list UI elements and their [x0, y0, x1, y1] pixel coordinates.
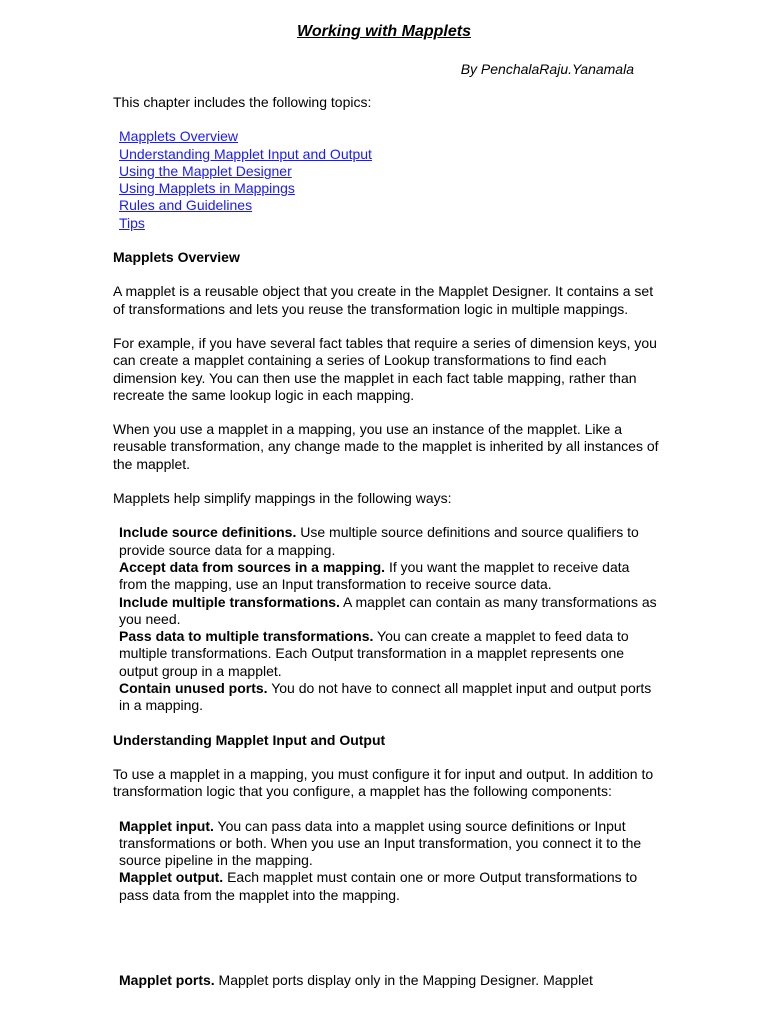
- list-item: [113, 680, 661, 715]
- list-item: [113, 594, 661, 629]
- toc-item: [119, 180, 661, 197]
- document-author: By PenchalaRaju.Yanamala: [460, 61, 634, 77]
- list-item-term: Include multiple transformations.: [119, 593, 340, 610]
- list-item-text: Mapplet ports display only in the Mapping Designer. Mapplet: [214, 971, 593, 988]
- list-item: [113, 524, 661, 559]
- intro-text: This chapter includes the following topics:: [113, 94, 372, 110]
- paragraph: A mapplet is a reusable object that you create in the Mapplet Designer. It contains a set of transformations and lets you reuse the transformation logic in multiple mappings.: [113, 283, 654, 317]
- document-body: [113, 94, 661, 989]
- section-heading-input-output: Understanding Mapplet Input and Output: [113, 731, 386, 748]
- toc-item: [119, 163, 661, 180]
- toc-link-rules-guidelines[interactable]: Rules and Guidelines: [119, 197, 253, 214]
- toc-item: [119, 197, 661, 214]
- toc-link-mapplet-designer[interactable]: Using the Mapplet Designer: [119, 162, 292, 179]
- list-item-term: Pass data to multiple transformations.: [119, 628, 374, 645]
- toc-link-tips[interactable]: Tips: [119, 214, 145, 231]
- section-heading-overview: Mapplets Overview: [113, 249, 240, 266]
- toc-link-mapplets-overview[interactable]: Mapplets Overview: [119, 128, 239, 145]
- toc-item: [119, 128, 661, 145]
- toc-item: [119, 146, 661, 163]
- paragraph: For example, if you have several fact tables that require a series of dimension keys, you can create a mapplet containing a series of Lookup transformations to find each dimension key. You can then use the mapplet in each fact table mapping, rather than recreate the same lookup logic in each mapping.: [113, 334, 657, 403]
- list-item-term: Contain unused ports.: [119, 680, 268, 697]
- list-item-text: Use multiple source definitions and source qualifiers to provide source data for a mapping.: [119, 524, 639, 558]
- list-item: [113, 559, 661, 594]
- paragraph: To use a mapplet in a mapping, you must configure it for input and output. In addition to transformation logic that you configure, a mapplet has the following components:: [113, 765, 654, 800]
- list-item-term: Include source definitions.: [119, 524, 297, 541]
- list-item-term: Mapplet input.: [119, 817, 214, 834]
- document-title: Working with Mapplets: [297, 23, 471, 40]
- benefits-list: [113, 524, 661, 714]
- list-item-term: Accept data from sources in a mapping.: [119, 558, 386, 575]
- toc-link-input-output[interactable]: Understanding Mapplet Input and Output: [119, 145, 372, 162]
- list-item-text: Each mapplet must contain one or more Output transformations to pass data from the mapplet into the mapping.: [119, 869, 638, 903]
- toc-item: [119, 215, 661, 232]
- list-item-term: Mapplet ports.: [119, 971, 215, 988]
- list-item-text: If you want the mapplet to receive data from the mapping, use an Input transformation to receive source data.: [119, 558, 630, 593]
- list-item: [113, 818, 661, 870]
- table-of-contents: [113, 128, 661, 232]
- list-item-term: Mapplet output.: [119, 869, 224, 886]
- components-list: [113, 818, 661, 990]
- list-item-text: You do not have to connect all mapplet input and output ports in a mapping.: [119, 680, 652, 714]
- list-item-text: A mapplet can contain as many transformations as you need.: [119, 593, 657, 627]
- list-item: [113, 869, 661, 904]
- list-item: [113, 628, 661, 680]
- paragraph: When you use a mapplet in a mapping, you use an instance of the mapplet. Like a reusable transformation, any change made to the mapplet is inherited by all instances of the mapplet.: [113, 421, 659, 472]
- paragraph: Mapplets help simplify mappings in the following ways:: [113, 490, 452, 507]
- list-item-text: You can create a mapplet to feed data to multiple transformations. Each Output transformation in a mapplet represents one output group in a mapplet.: [119, 628, 629, 679]
- list-item: [113, 972, 661, 989]
- list-item-text: You can pass data into a mapplet using source definitions or Input transformations or both. When you use an Input transformation, you connect it to the source pipeline in the mapping.: [119, 817, 642, 869]
- toc-link-using-mapplets[interactable]: Using Mapplets in Mappings: [119, 180, 295, 197]
